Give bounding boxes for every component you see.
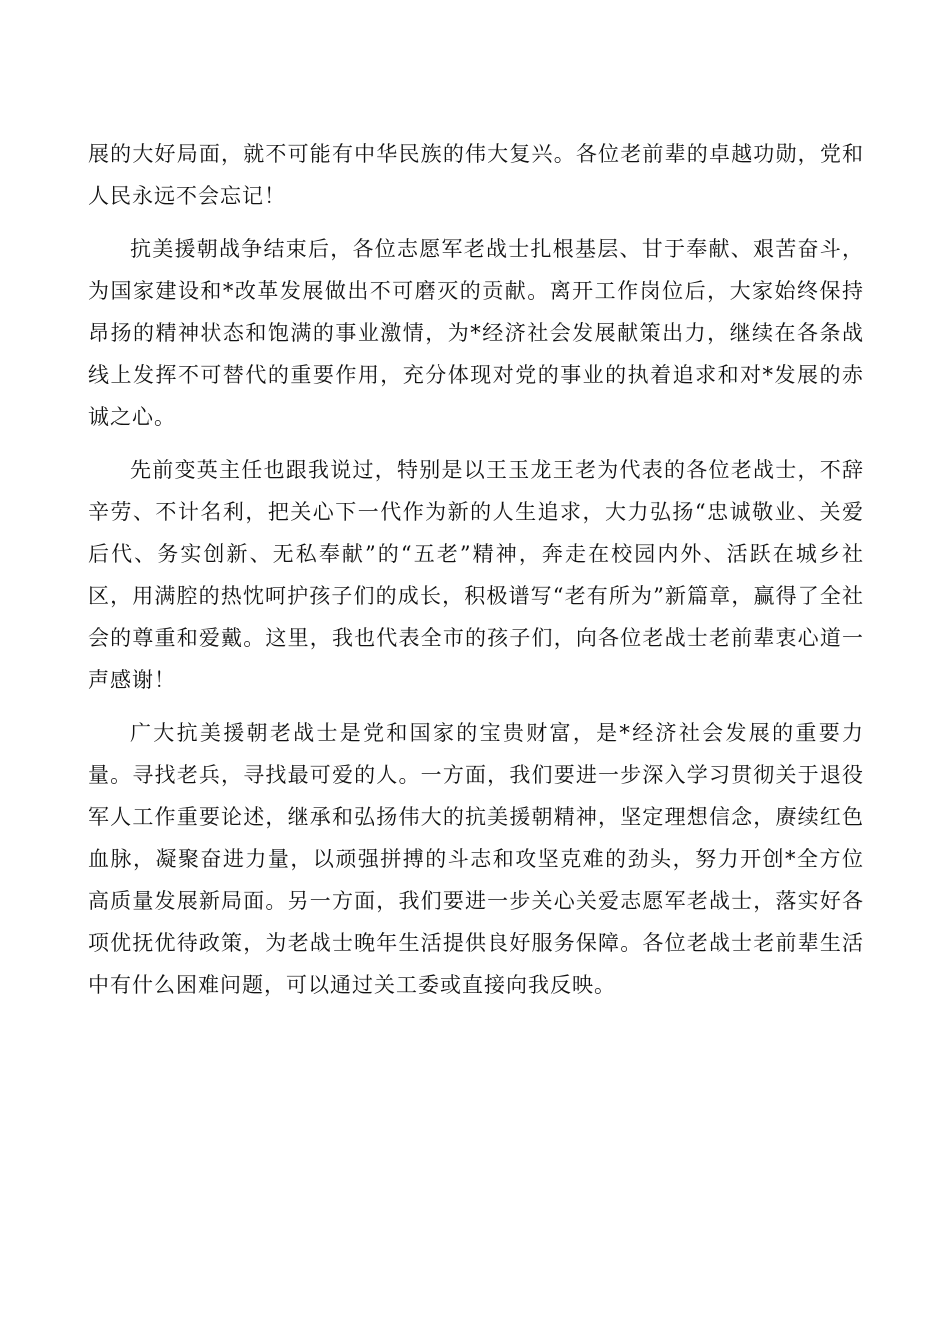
document-body: [88, 133, 864, 1017]
paragraph-2: 抗美援朝战争结束后，各位志愿军老战士扎根基层、甘于奉献、艰苦奋斗，为国家建设和*改革发展做出不可磨灭的贡献。离开工作岗位后，大家始终保持昂扬的精神状态和饱满的事业激情，为*经济社会发展献策出力，继续在各条战线上发挥不可替代的重要作用，充分体现对党的事业的执着追求和对*发展的赤诚之心。: [88, 237, 864, 429]
paragraph-1: 展的大好局面，就不可能有中华民族的伟大复兴。各位老前辈的卓越功勋，党和人民永远不会忘记！: [88, 142, 864, 208]
paragraph-4: 广大抗美援朝老战士是党和国家的宝贵财富，是*经济社会发展的重要力量。寻找老兵，寻找最可爱的人。一方面，我们要进一步深入学习贯彻关于退役军人工作重要论述，继承和弘扬伟大的抗美援朝精神，坚定理想信念，赓续红色血脉，凝聚奋进力量，以顽强拼搏的斗志和攻坚克难的劲头，努力开创*全方位高质量发展新局面。另一方面，我们要进一步关心关爱志愿军老战士，落实好各项优抚优待政策，为老战士晚年生活提供良好服务保障。各位老战士老前辈生活中有什么困难问题，可以通过关工委或直接向我反映。: [88, 721, 864, 997]
paragraph-3: 先前变英主任也跟我说过，特别是以王玉龙王老为代表的各位老战士，不辞辛劳、不计名利，把关心下一代作为新的人生追求，大力弘扬“忠诚敬业、关爱后代、务实创新、无私奉献”的“五老”精神，奔走在校园内外、活跃在城乡社区，用满腔的热忱呵护孩子们的成长，积极谱写“老有所为”新篇章，赢得了全社会的尊重和爱戴。这里，我也代表全市的孩子们，向各位老战士老前辈衷心道一声感谢！: [88, 458, 864, 692]
